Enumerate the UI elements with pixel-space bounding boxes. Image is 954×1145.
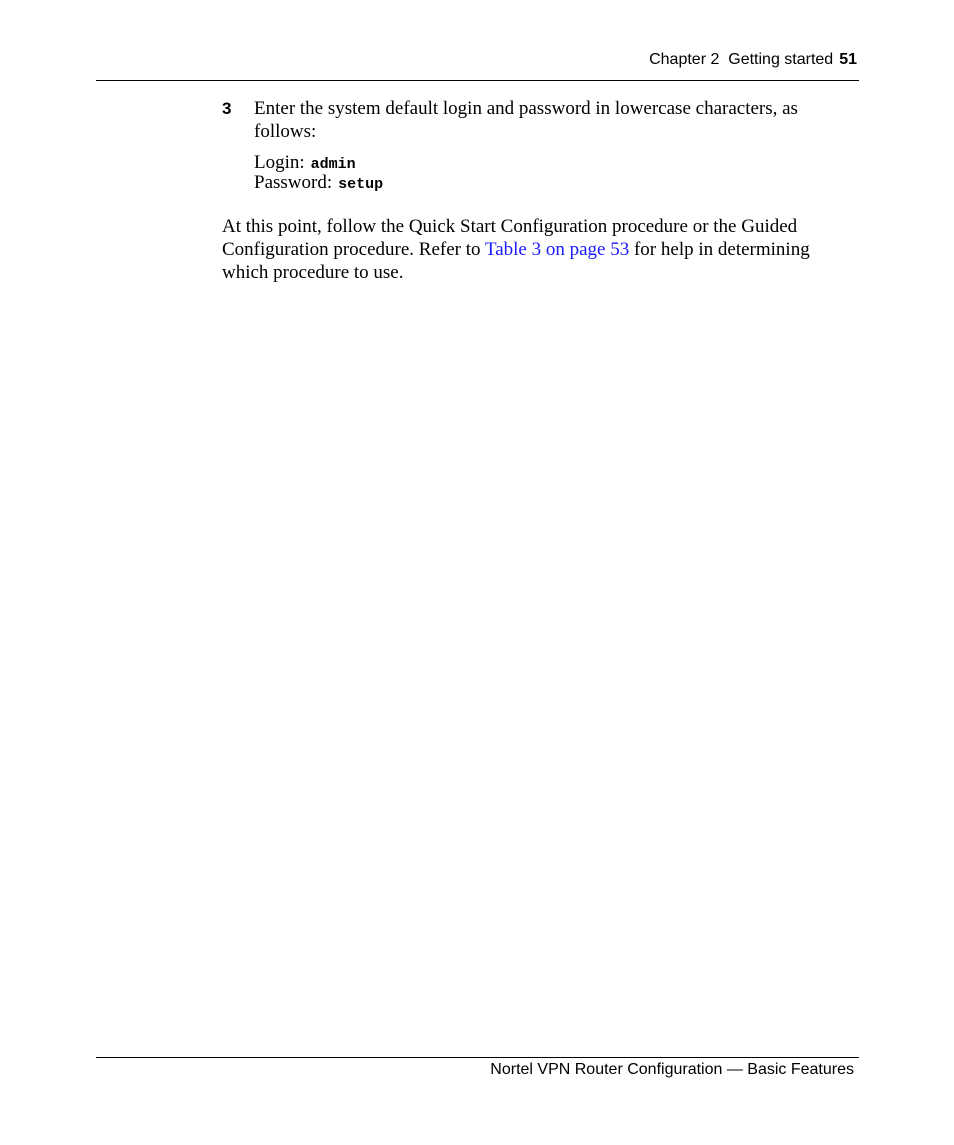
table-reference-link[interactable]: Table 3 on page 53 [484,239,630,260]
chapter-title: Chapter 2 Getting started [649,51,834,68]
step-text: Enter the system default login and password in lowercase characters, as follows: [254,98,798,142]
login-value: admin [310,156,356,173]
password-label: Password: [254,172,333,193]
running-header [649,51,857,69]
footer-title: Nortel VPN Router Configuration — Basic Features [490,1061,854,1078]
step-number: 3 [222,99,232,118]
footer-rule [96,1057,859,1058]
password-value: setup [338,176,384,193]
login-label: Login: [254,152,305,173]
password-line [254,173,383,195]
paragraph-text-start: At this point, follow the Quick Start Configuration procedure or the Guided Configuration procedure. Refer to [222,216,798,260]
page-header [96,50,859,81]
page-number: 51 [839,51,857,68]
body-paragraph [222,215,842,284]
paragraph-text-end: for help in determining which procedure to use. [222,239,810,283]
